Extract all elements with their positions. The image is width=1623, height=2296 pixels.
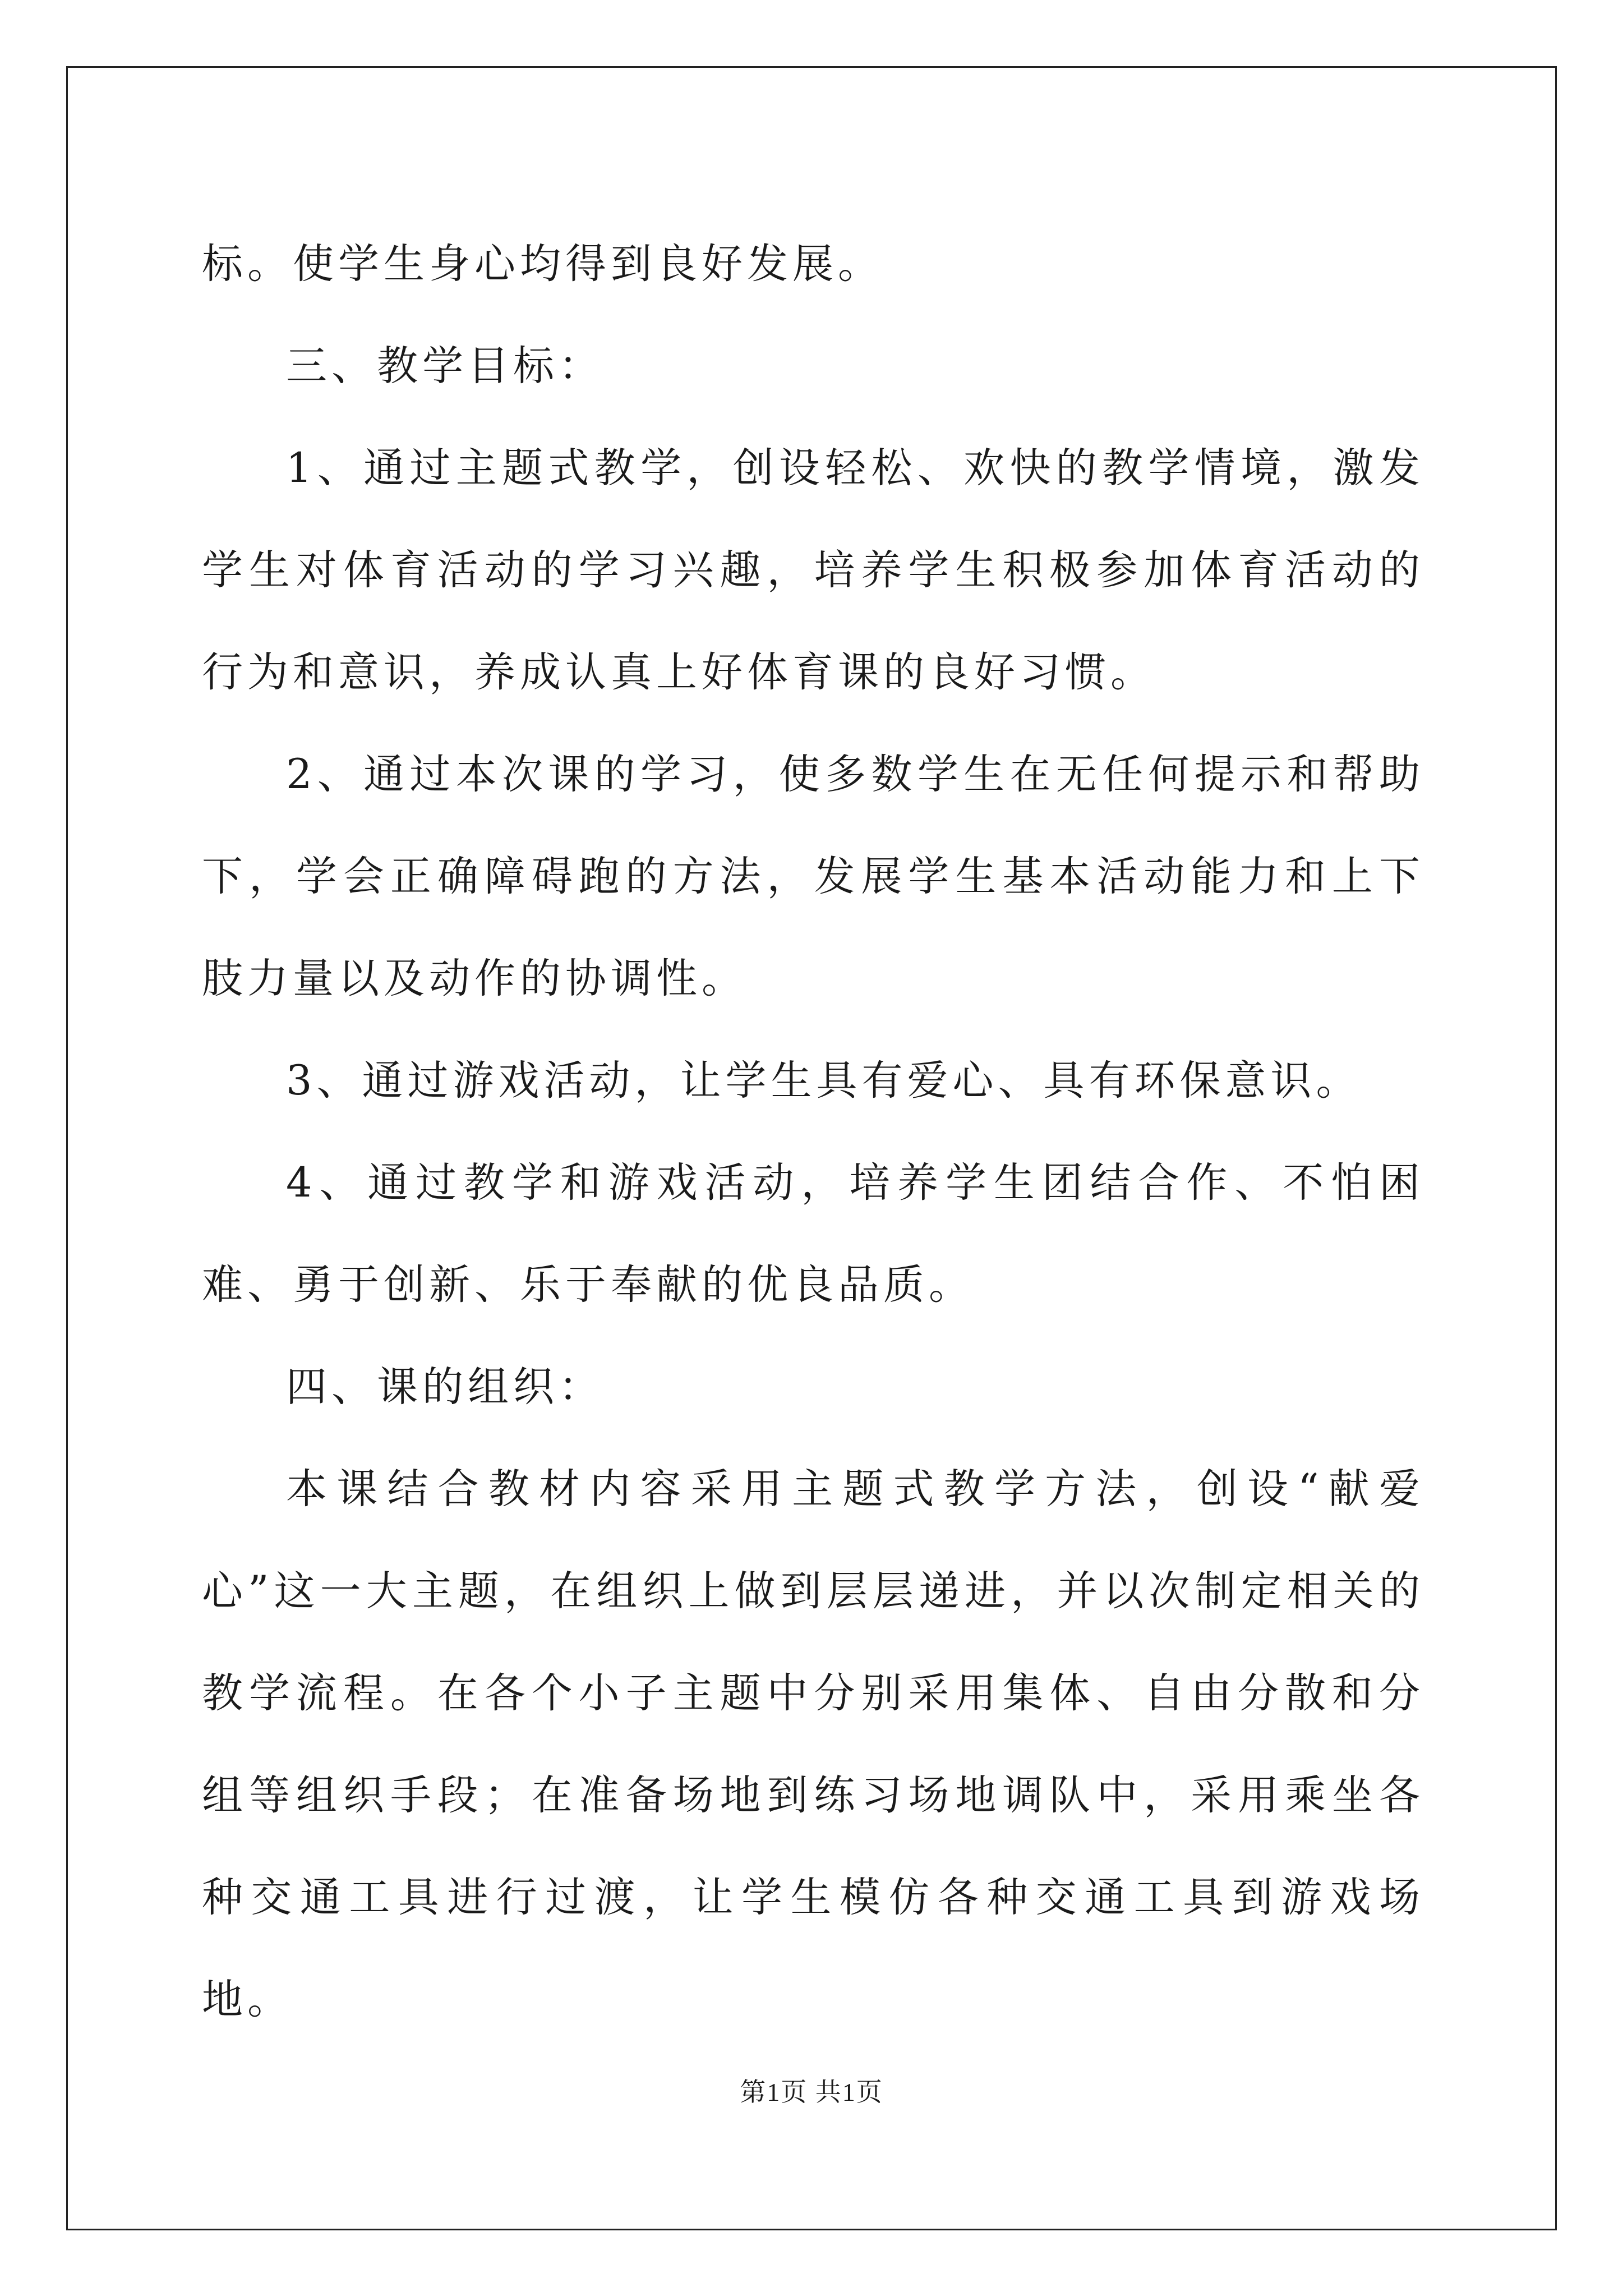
objective-item-1: 1、通过主题式教学，创设轻松、欢快的教学情境，激发学生对体育活动的学习兴趣，培养学生积极参加体育活动的行为和意识，养成认真上好体育课的良好习惯。 [202, 444, 1424, 696]
section-heading-objectives: 三、教学目标： [286, 342, 604, 390]
objective-item-2: 2、通过本次课的学习，使多数学生在无任何提示和帮助下，学会正确障碍跑的方法，发展学生基本活动能力和上下肢力量以及动作的协调性。 [202, 751, 1424, 1002]
paragraph-continuation: 标。使学生身心均得到良好发展。 [202, 240, 883, 288]
organization-paragraph: 本课结合教材内容采用主题式教学方法，创设“献爱心”这一大主题，在组织上做到层层递进，并以次制定相关的教学流程。在各个小子主题中分别采用集体、自由分散和分组等组织手段；在准备场地到练习场地调队中，采用乘坐各种交通工具进行过渡，让学生模仿各种交通工具到游戏场地。 [202, 1465, 1424, 2023]
objective-item-3: 3、通过游戏活动，让学生具有爱心、具有环保意识。 [286, 1057, 1362, 1105]
page-footer: 第1页 共1页 [740, 2078, 883, 2106]
section-heading-organization: 四、课的组织： [286, 1363, 604, 1411]
document-body [202, 213, 1424, 2051]
objective-item-4: 4、通过教学和游戏活动，培养学生团结合作、不怕困难、勇于创新、乐于奉献的优良品质。 [202, 1159, 1424, 1309]
